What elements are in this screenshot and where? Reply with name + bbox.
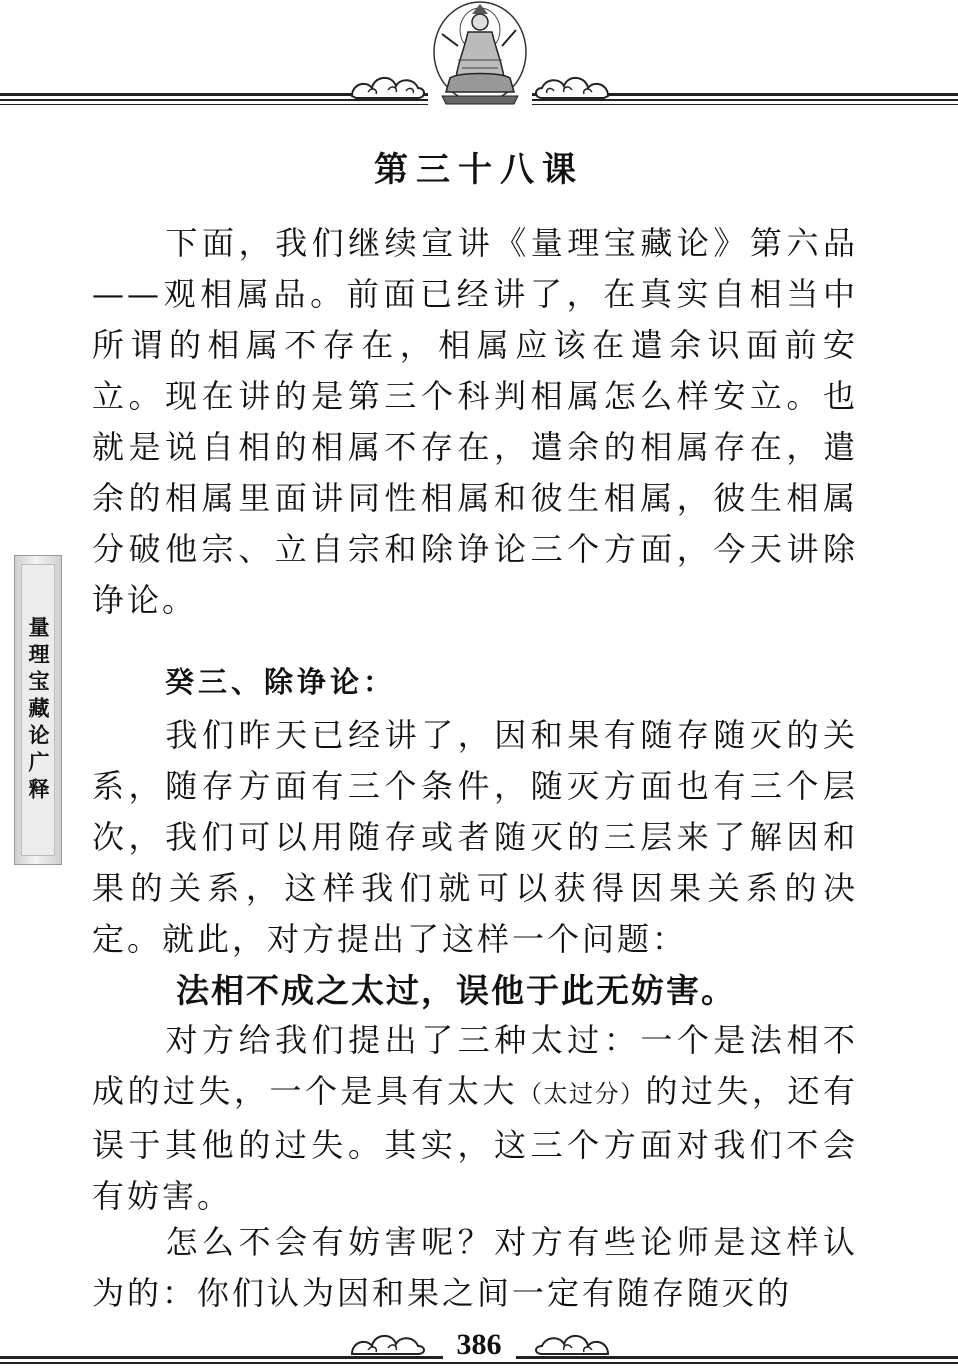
page-number <box>0 1328 958 1362</box>
paragraph-note: （太过分） <box>517 1080 646 1108</box>
footer-rule <box>0 1362 958 1364</box>
paragraph-text: 怎么不会有妨害呢？对方有些论师是这样认为的：你们认为因和果之间一定有随存随灭的 <box>92 1223 858 1312</box>
paragraph <box>92 218 858 626</box>
side-tab-inner <box>21 564 55 856</box>
side-tab <box>14 555 62 865</box>
paragraph-text: 我们昨天已经讲了，因和果有随存随灭的关系，随存方面有三个条件，随灭方面也有三个层次，我们可以用随存或者随灭的三层来了解因和果的关系，这样我们就可以获得因果关系的决定。就此，对方提出了这样一个问题： <box>92 716 858 958</box>
paragraph <box>92 1015 858 1222</box>
lesson-title: 第三十八课 <box>374 150 584 190</box>
page-number-text: 386 <box>443 1328 516 1361</box>
section-heading: 癸三、除诤论： <box>165 665 397 699</box>
cloud-ornament-icon <box>348 66 428 104</box>
paragraph-text: 下面，我们继续宣讲《量理宝藏论》第六品——观相属品。前面已经讲了，在真实自相当中所谓的相属不存在，相属应该在遣余识面前安立。现在讲的是第三个科判相属怎么样安立。也就是说自相的相属不存在，遣余的相属存在，遣余的相属里面讲同性相属和彼生相属，彼生相属分破他宗、立自宗和除诤论三个方面，今天讲除诤论。 <box>92 224 858 619</box>
paragraph-text: 的过失，还有误于其他的过失。其实，这三个方面对我们不会有妨害。 <box>92 1072 858 1215</box>
paragraph <box>92 1217 858 1319</box>
verse: 法相不成之太过，误他于此无妨害。 <box>176 971 736 1010</box>
paragraph <box>92 710 858 965</box>
paragraph-text: 对方给我们提出了三种太过：一个是法相不成的过失，一个是具有太大 <box>92 1021 858 1110</box>
cloud-ornament-icon <box>532 66 612 104</box>
book-title-tab: 量理宝藏论广释 <box>26 615 50 805</box>
deity-figure-icon <box>428 0 532 108</box>
